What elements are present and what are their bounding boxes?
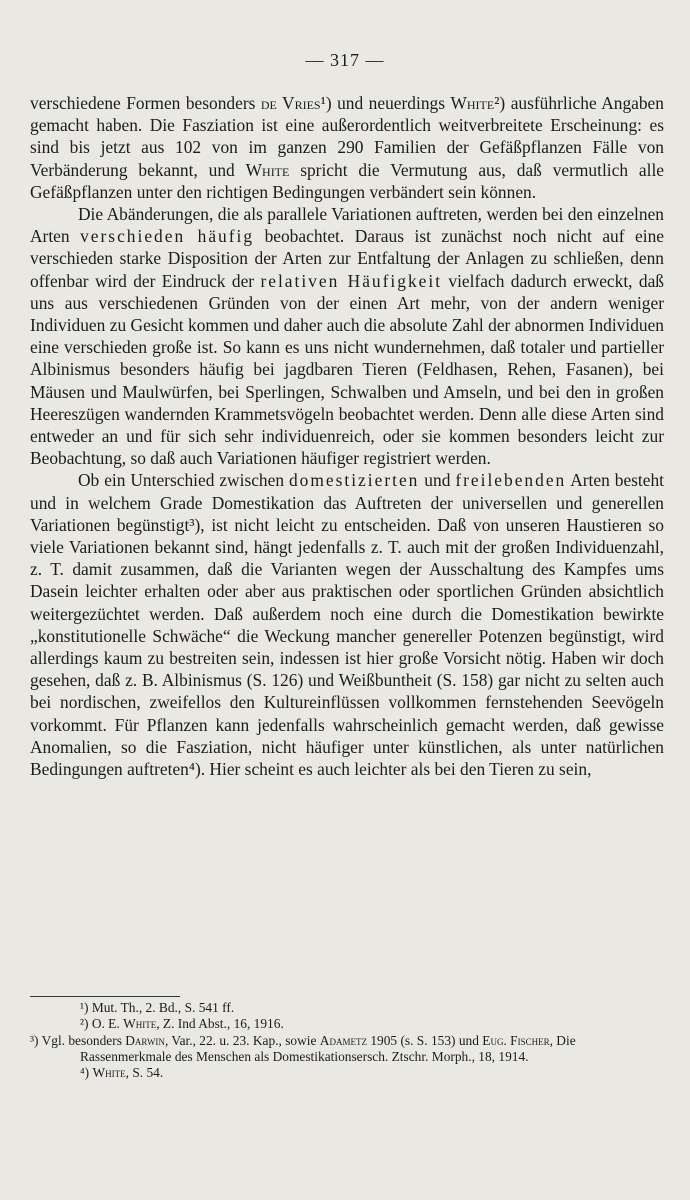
footnote-2 [30, 1016, 664, 1032]
author-name: White [450, 93, 495, 113]
footnote-3 [30, 1033, 664, 1066]
text-run: ³) Vgl. besonders [30, 1032, 126, 1048]
footnote-4 [30, 1065, 664, 1081]
paragraph-1 [30, 92, 664, 203]
text-run: verschiedene Formen besonders [30, 93, 261, 113]
author-name: Darwin [125, 1032, 165, 1048]
paragraph-2 [30, 203, 664, 469]
paragraph-3 [30, 469, 664, 780]
author-name: White [92, 1065, 126, 1081]
author-name: White [245, 159, 290, 180]
text-run: , Var., 22. u. 23. Kap., sowie [164, 1032, 320, 1048]
author-name: de Vries [260, 93, 321, 113]
text-run: Ob ein Unterschied zwischen [78, 470, 289, 491]
body-text [30, 92, 664, 780]
text-run: ¹) und neuerdings [320, 93, 451, 113]
text-run: vielfach dadurch erweckt, daß uns aus verschiedenen Gründen von der einen Art mehr, von der andern weniger Individuen zu Gesicht kommen und daher auch die absolute Zahl der abnormen Individuen eine verschieden große ist. So kann es uns nicht wundernehmen, daß totaler und partieller Albinismus besonders häufig bei jagdbaren Tieren (Feldhasen, Rehen, Fasanen), bei Mäusen und Maulwürfen, bei Sperlingen, Schwalben und Amseln, und bei den in großen Heereszügen wandernden Krammetsvögeln beobachtet werden. Denn alle diese Arten sind entweder an und für sich sehr individuenreich, oder sie kommen besonders leicht zur Beobachtung, so daß auch Variationen häufiger registriert werden. [30, 270, 664, 469]
text-run: , S. 54. [125, 1065, 164, 1081]
text-run: ²) ausführliche Angaben gemacht haben. Die Fasziation ist eine außerordentlich weitverbreitete Erscheinung: es sind bis jetzt aus 102 von im ganzen 290 Familien der Gefäßpflanzen Fälle von Verbänderung bekannt, und [30, 93, 664, 180]
footnote-1: ¹) Mut. Th., 2. Bd., S. 541 ff. [80, 1000, 235, 1015]
text-run: spricht die Vermutung aus, daß vermutlich alle Gefäßpflanzen unter den richtigen Bedingungen verbändert sein können. [30, 159, 664, 202]
text-run: Die Abänderungen, die als parallele Variationen auftreten, werden bei den einzelnen Arten [30, 204, 664, 247]
text-run: , Die Rassenmerkmale des Menschen als Domestikationsersch. Ztschr. Morph., 18, 1914. [80, 1032, 576, 1064]
text-run: beobachtet. Daraus ist zunächst noch nicht auf eine verschieden starke Disposition der Arten zur Entfaltung der Anlagen zu schließen, denn offenbar wird der Eindruck der [30, 226, 664, 291]
spaced-emphasis: verschieden häufig [80, 226, 255, 247]
text-run: 1905 (s. S. 153) und [366, 1032, 483, 1048]
text-run: ⁴) [80, 1065, 93, 1081]
spaced-emphasis: relativen Häufigkeit [260, 270, 443, 291]
page-number: — 317 — [305, 50, 385, 70]
spaced-emphasis: domestizierten [288, 470, 420, 491]
spaced-emphasis: freilebenden [455, 470, 567, 491]
text-run: ²) O. E. [80, 1016, 124, 1032]
author-name: Eug. Fischer [482, 1032, 550, 1048]
text-run: Arten besteht und in welchem Grade Domestikation das Auftreten der universellen und generellen Variationen begünstigt³), ist nicht leicht zu entscheiden. Daß von unseren Haustieren so viele Variationen bekannt sind, hängt jedenfalls z. T. auch mit der großen Individuenzahl, z. T. damit zusammen, daß die Varianten wegen der Ausschaltung des Kampfes ums Dasein leichter erhalten oder aber aus praktischen oder sportlichen Gründen absichtlich weitergezüchtet werden. Daß außerdem noch eine durch die Domestikation bewirkte „konstitutionelle Schwäche“ die Weckung mancher genereller Potenzen begünstigt, wird allerdings kaum zu bestreiten sein, indessen ist hier große Vorsicht nötig. Haben wir doch gesehen, daß z. B. Albinismus (S. 126) und Weißbuntheit (S. 158) gar nicht zu selten auch bei nordischen, zweifellos den Kultureinflüssen vollkommen fernstehenden Seevögeln vorkommt. Für Pflanzen kann jedenfalls wahrscheinlich gemacht werden, daß gewisse Anomalien, so die Fasziation, nicht häufiger unter künstlichen, als unter natürlichen Bedingungen auftreten⁴). Hier scheint es auch leichter als bei den Tieren zu sein, [30, 470, 665, 780]
author-name: White [123, 1016, 157, 1032]
author-name: Adametz [319, 1032, 367, 1048]
footnote-divider [30, 996, 180, 997]
text-run: , Z. Ind Abst., 16, 1916. [156, 1016, 284, 1032]
text-run: und [419, 470, 456, 491]
footnotes [30, 1000, 664, 1081]
